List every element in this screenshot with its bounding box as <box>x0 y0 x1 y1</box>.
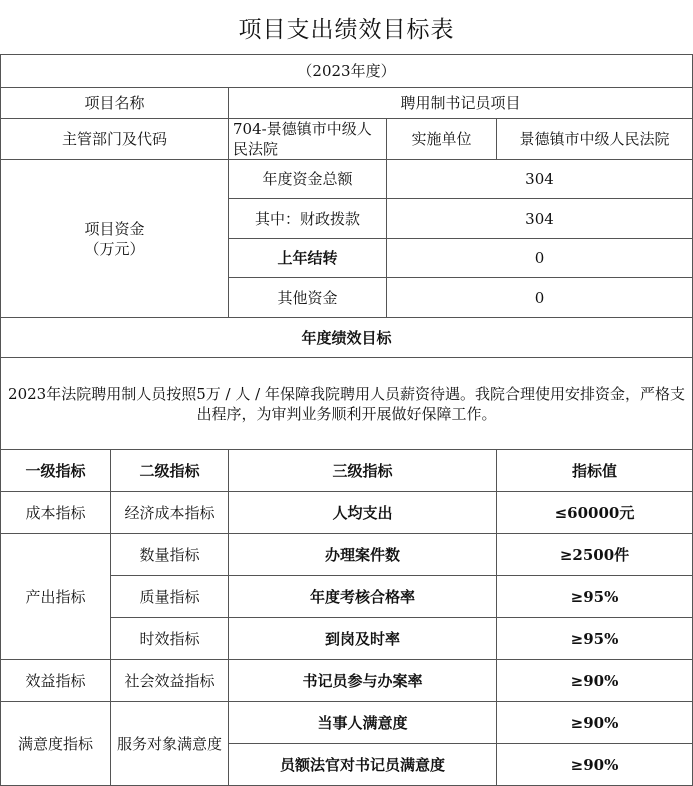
indicator-value: ≤60000元 <box>497 492 693 534</box>
indicator-level1: 产出指标 <box>1 534 111 660</box>
funds-fiscal-value: 304 <box>387 199 693 239</box>
implementing-unit-value: 景德镇市中级人民法院 <box>497 119 693 160</box>
project-name-label: 项目名称 <box>1 88 229 119</box>
implementing-unit-label: 实施单位 <box>387 119 497 160</box>
header-value: 指标值 <box>497 450 693 492</box>
indicator-level2: 时效指标 <box>111 618 229 660</box>
department-label: 主管部门及代码 <box>1 119 229 160</box>
indicator-row <box>1 702 693 744</box>
indicator-level1: 满意度指标 <box>1 702 111 786</box>
indicator-level2: 社会效益指标 <box>111 660 229 702</box>
indicator-row <box>1 534 693 576</box>
project-funds-label-line2: （万元） <box>84 239 145 258</box>
funds-row-total <box>1 160 693 199</box>
funds-total-label: 年度资金总额 <box>229 160 387 199</box>
header-level1: 一级指标 <box>1 450 111 492</box>
indicator-level3: 到岗及时率 <box>229 618 497 660</box>
goal-header: 年度绩效目标 <box>1 318 693 358</box>
indicator-level3: 员额法官对书记员满意度 <box>229 744 497 786</box>
project-name-value: 聘用制书记员项目 <box>229 88 693 119</box>
funds-other-label: 其他资金 <box>229 278 387 318</box>
funds-fiscal-label: 其中：财政拨款 <box>229 199 387 239</box>
indicator-level3: 人均支出 <box>229 492 497 534</box>
indicator-level1: 效益指标 <box>1 660 111 702</box>
indicator-level1: 成本指标 <box>1 492 111 534</box>
indicator-value: ≥90% <box>497 744 693 786</box>
goal-text: 2023年法院聘用制人员按照5万 / 人 / 年保障我院聘用人员薪资待遇。我院合理使用安排资金，严格支出程序，为审判业务顺利开展做好保障工作。 <box>1 358 693 450</box>
goal-text-row <box>1 358 693 450</box>
indicator-level3: 书记员参与办案率 <box>229 660 497 702</box>
indicator-level3: 当事人满意度 <box>229 702 497 744</box>
page-title: 项目支出绩效目标表 <box>238 16 455 43</box>
indicator-level2: 数量指标 <box>111 534 229 576</box>
indicator-header-row <box>1 450 693 492</box>
project-name-row <box>1 88 693 119</box>
header-level2: 二级指标 <box>111 450 229 492</box>
indicator-value: ≥90% <box>497 702 693 744</box>
indicator-value: ≥90% <box>497 660 693 702</box>
department-value: 704-景德镇市中级人民法院 <box>229 119 387 160</box>
header-level3: 三级指标 <box>229 450 497 492</box>
project-funds-label <box>1 160 229 318</box>
funds-other-value: 0 <box>387 278 693 318</box>
funds-total-value: 304 <box>387 160 693 199</box>
indicator-level3: 办理案件数 <box>229 534 497 576</box>
indicator-level3: 年度考核合格率 <box>229 576 497 618</box>
indicator-row <box>1 660 693 702</box>
funds-carryover-value: 0 <box>387 239 693 278</box>
indicator-level2: 经济成本指标 <box>111 492 229 534</box>
indicator-value: ≥95% <box>497 618 693 660</box>
indicator-row <box>1 492 693 534</box>
funds-carryover-label: 上年结转 <box>229 239 387 278</box>
performance-table <box>0 54 693 786</box>
goal-header-row <box>1 318 693 358</box>
department-row <box>1 119 693 160</box>
indicator-value: ≥95% <box>497 576 693 618</box>
project-funds-label-line1: 项目资金 <box>84 219 145 238</box>
year-row <box>1 55 693 88</box>
year-label: （2023年度） <box>1 55 693 88</box>
indicator-level2: 服务对象满意度 <box>111 702 229 786</box>
indicator-level2: 质量指标 <box>111 576 229 618</box>
indicator-value: ≥2500件 <box>497 534 693 576</box>
